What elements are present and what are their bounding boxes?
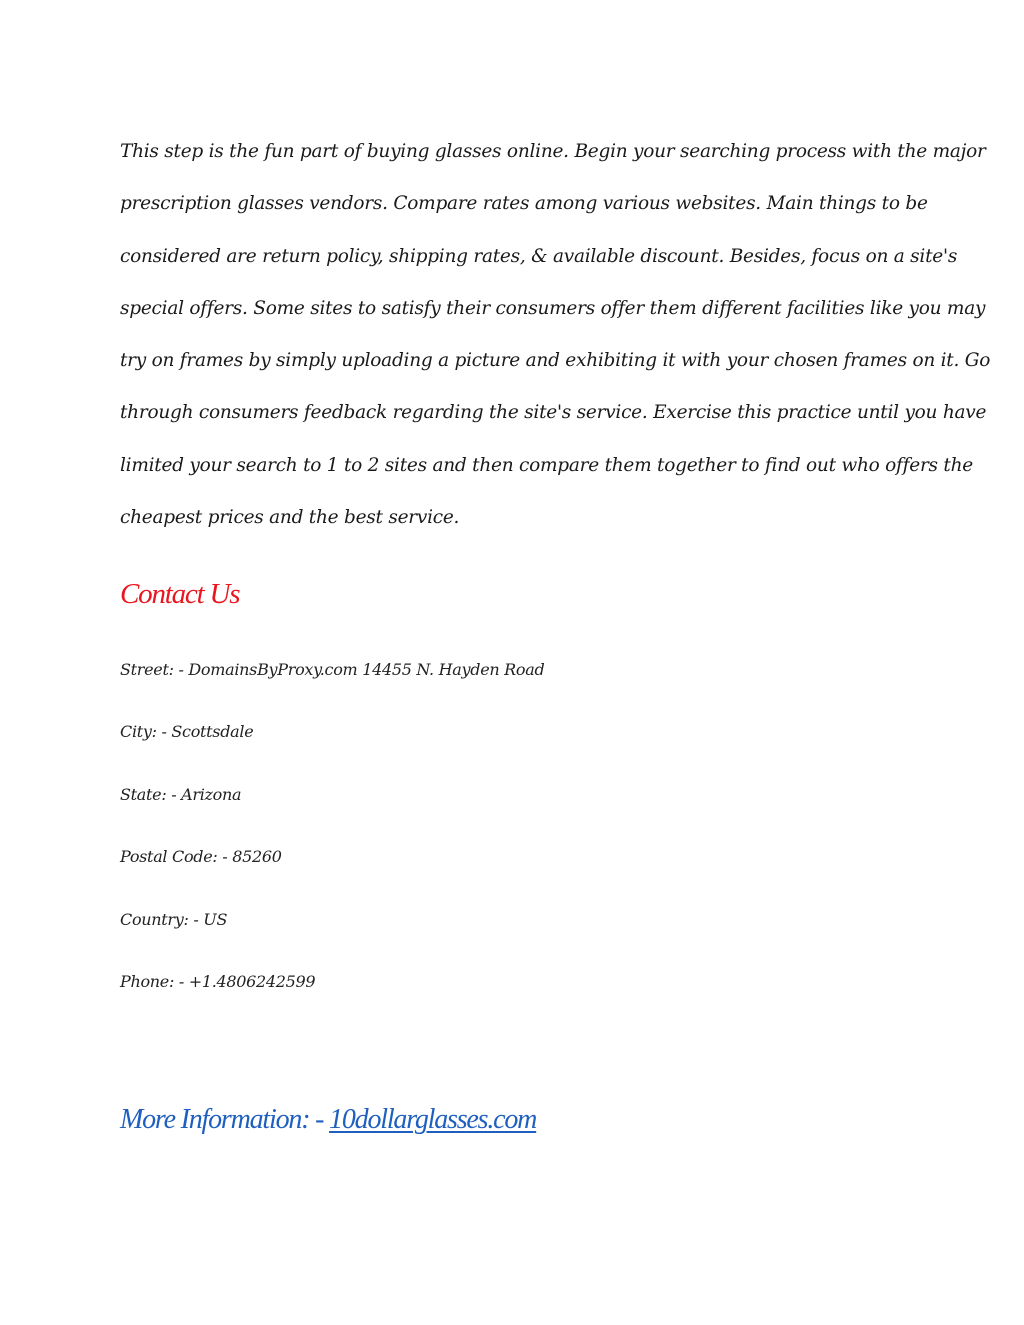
paragraph-line: considered are return policy, shipping rates, & available discount. Besides, focus on a site's <box>120 245 958 267</box>
paragraph-line: cheapest prices and the best service. <box>120 507 460 529</box>
contact-heading: Contact Us <box>120 578 240 610</box>
paragraph-line: prescription glasses vendors. Compare rates among various websites. Main things to be <box>120 193 928 215</box>
contact-postal-code: Postal Code: - 85260 <box>120 847 282 866</box>
paragraph-line: special offers. Some sites to satisfy their consumers offer them different facilities like you may <box>120 297 986 319</box>
website-link[interactable]: 10dollarglasses.com <box>329 1104 537 1135</box>
paragraph-line: through consumers feedback regarding the site's service. Exercise this practice until you have <box>120 402 987 424</box>
contact-city: City: - Scottsdale <box>120 722 254 741</box>
contact-street: Street: - DomainsByProxy.com 14455 N. Hayden Road <box>120 660 545 679</box>
paragraph-line: try on frames by simply uploading a picture and exhibiting it with your chosen frames on it. Go <box>120 350 991 372</box>
paragraph-line: This step is the fun part of buying glasses online. Begin your searching process with the major <box>120 141 986 162</box>
more-information-label: More Information: - <box>120 1104 330 1135</box>
more-information-heading <box>120 1104 536 1136</box>
contact-state: State: - Arizona <box>120 785 242 804</box>
body-paragraph <box>120 130 991 548</box>
paragraph-line: limited your search to 1 to 2 sites and then compare them together to find out who offers the <box>120 454 973 476</box>
contact-country: Country: - US <box>120 910 228 929</box>
contact-phone: Phone: - +1.4806242599 <box>120 972 316 991</box>
